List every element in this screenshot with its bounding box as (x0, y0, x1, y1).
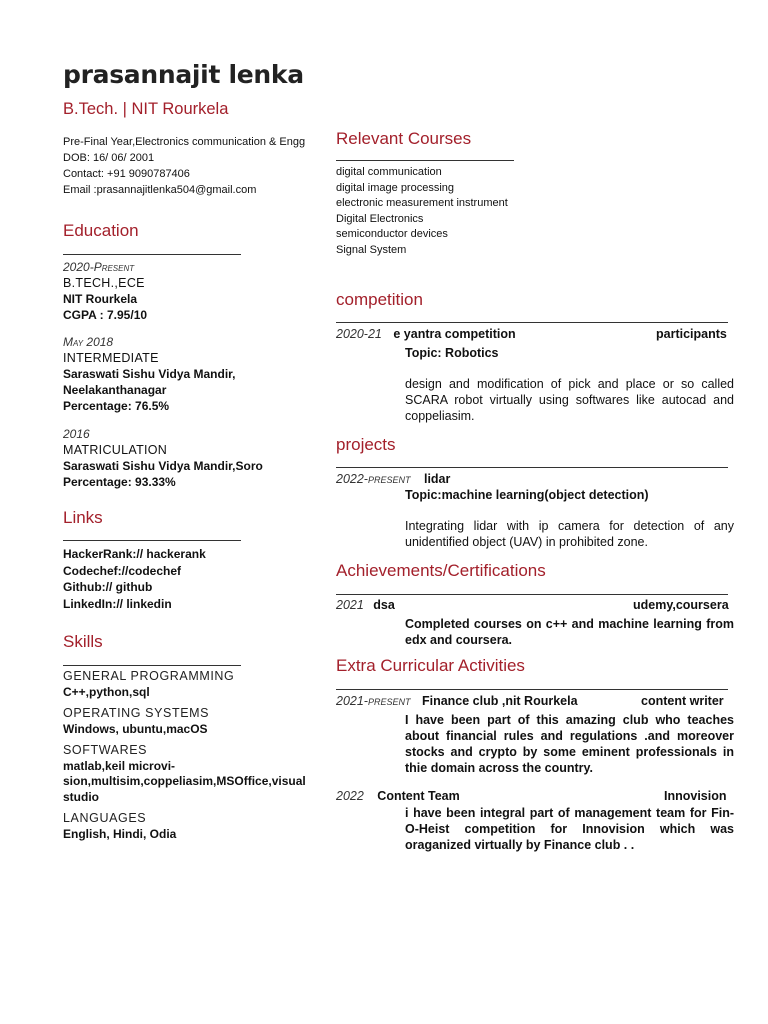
education-rule (63, 254, 241, 255)
activity-date: 2022 (336, 789, 364, 803)
project-name: lidar (423, 472, 451, 486)
education-item (63, 259, 313, 323)
skill-value: English, Hindi, Odia (63, 826, 177, 841)
project-description: Integrating lidar with ip camera for detection of any unidentified object (UAV) in prohibited zone. (405, 519, 734, 549)
achievement-date: 2021 (336, 598, 364, 612)
education-heading: Education (63, 221, 139, 240)
education-item (63, 426, 313, 490)
extracurricular-rule (336, 689, 728, 690)
education-degree: INTERMEDIATE (63, 351, 159, 365)
projects-heading: projects (336, 435, 396, 454)
education-line: Saraswati Sishu Vidya Mandir, (63, 367, 236, 381)
contact-line: DOB: 16/ 06/ 2001 (63, 152, 155, 164)
activity-name: Finance club ,nit Rourkela (421, 694, 578, 708)
activity-description: I have been part of this amazing club who teaches about financial rules and regulations .and moreover stocks and crypto by some eminent professionals in thie domain across the country. (405, 713, 734, 775)
activity-role: content writer (641, 694, 724, 708)
projects-rule (336, 467, 728, 468)
link-github[interactable]: Github:// github (63, 580, 153, 594)
skill-value: matlab,keil microvi- sion,multisim,coppeliasim,MSOffice,visual studio (63, 758, 306, 804)
education-degree: B.TECH.,ECE (63, 276, 145, 290)
project-topic: Topic:machine learning(object detection) (405, 488, 649, 502)
course-item: Signal System (336, 243, 407, 256)
course-item: digital image processing (336, 181, 455, 194)
course-item: digital communication (336, 166, 442, 178)
activity-name: Content Team (377, 789, 460, 803)
activity-date: 2021-present (336, 694, 411, 708)
link-linkedin[interactable]: LinkedIn:// linkedin (63, 596, 172, 611)
course-item: semiconductor devices (336, 228, 448, 240)
candidate-name: prasannajit lenka (63, 60, 304, 89)
contact-line: Pre-Final Year,Electronics communication & Engg (63, 136, 306, 148)
contact-info (63, 134, 305, 198)
competition-entry (336, 327, 516, 341)
activity-description: i have been integral part of management team for Fin-O-Heist competition for Innovision which was oraganized virtually by Finance club . . (405, 806, 734, 852)
achievement-platform: udemy,coursera (633, 598, 729, 612)
competition-rule (336, 322, 728, 323)
education-date: May 2018 (63, 335, 114, 349)
achievement-entry (336, 598, 395, 612)
links-rule (63, 540, 241, 541)
project-entry (336, 472, 450, 486)
education-degree: MATRICULATION (63, 443, 168, 457)
skill-value: Windows, ubuntu,macOS (63, 721, 208, 736)
education-line: NIT Rourkela (63, 292, 138, 306)
project-date: 2022-present (336, 472, 411, 486)
education-item (63, 334, 313, 414)
skills-list (63, 669, 308, 842)
achievements-heading: Achievements/Certifications (336, 561, 546, 580)
skill-category: LANGUAGES (63, 811, 147, 825)
skill-value: C++,python,sql (63, 684, 150, 699)
skill-category: OPERATING SYSTEMS (63, 706, 210, 720)
skills-heading: Skills (63, 632, 103, 651)
competition-heading: competition (336, 290, 423, 309)
courses-heading: Relevant Courses (336, 129, 472, 148)
link-hackerrank[interactable]: HackerRank:// hackerank (63, 547, 206, 561)
education-line: Saraswati Sishu Vidya Mandir,Soro (63, 459, 263, 473)
contact-line: Contact: +91 9090787406 (63, 168, 190, 180)
education-line: Neelakanthanagar (63, 383, 167, 397)
activity-entry (336, 789, 460, 803)
course-item: Digital Electronics (336, 212, 424, 225)
skill-category: GENERAL PROGRAMMING (63, 669, 235, 683)
education-line: Percentage: 76.5% (63, 399, 170, 413)
achievement-description: Completed courses on c++ and machine learning from edx and coursera. (405, 617, 734, 647)
achievement-name: dsa (373, 598, 395, 612)
activity-entry (336, 694, 578, 708)
achievements-rule (336, 594, 728, 595)
competition-topic: Topic: Robotics (405, 346, 499, 360)
courses-list (336, 165, 508, 258)
skill-category: SOFTWARES (63, 743, 148, 757)
link-codechef[interactable]: Codechef://codechef (63, 563, 182, 578)
extracurricular-heading: Extra Curricular Activities (336, 656, 525, 675)
education-line: Percentage: 93.33% (63, 475, 176, 489)
education-date: 2020-Present (63, 260, 135, 274)
education-date: 2016 (63, 427, 90, 441)
course-item: electronic measurement instrument (336, 197, 508, 209)
competition-role: participants (656, 327, 727, 341)
competition-description: design and modification of pick and place or so called SCARA robot virtually using softwares like autocad and coppeliasim. (405, 377, 734, 423)
competition-date: 2020-21 (336, 327, 382, 341)
candidate-subtitle: B.Tech. | NIT Rourkela (63, 100, 229, 118)
activity-role: Innovision (664, 789, 727, 803)
skills-rule (63, 665, 241, 666)
competition-name: e yantra competition (393, 327, 516, 341)
links-heading: Links (63, 508, 103, 527)
education-line: CGPA : 7.95/10 (63, 308, 148, 322)
contact-email: Email :prasannajitlenka504@gmail.com (63, 184, 257, 196)
links-list (63, 546, 206, 612)
courses-rule (336, 160, 514, 161)
